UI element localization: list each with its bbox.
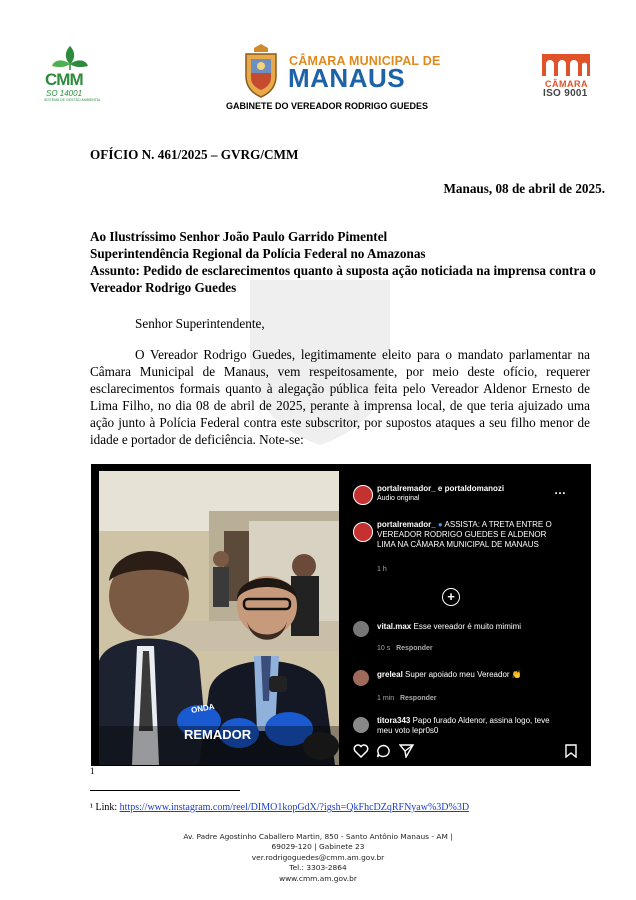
camara-title-line1: CÂMARA MUNICIPAL DE bbox=[289, 54, 441, 68]
body-paragraph: O Vereador Rodrigo Guedes, legitimamente eleito para o mandato parlamentar na Câmara Municipal de Manaus, vem respeitosamente, por meio deste ofício, requerer esclarecimentos formais quanto à alegação pública feita pelo Vereador Aldenor Ernesto de Lima Filho, no dia 08 de abril de 2025, perante à imprensa local, de que teria ajuizado uma ação junto à Polícia Federal contra este subscritor, por supostos ataques a seu filho menor de idade e portador de deficiência. Note-se: bbox=[90, 347, 590, 447]
comment-1: vital.max Esse vereador é muito mimimi bbox=[377, 622, 522, 631]
manaus-crest-logo bbox=[240, 42, 282, 100]
camara-title-line2: MANAUS bbox=[288, 63, 406, 93]
iso-logo-camara: CÂMARA bbox=[545, 79, 588, 89]
comment-1-meta: 10 s Responder bbox=[377, 645, 433, 652]
iso-logo-9001: ISO 9001 bbox=[543, 88, 588, 99]
comment-2: greleal Super apoiado meu Vereador 👏 bbox=[377, 670, 522, 679]
post-avatar[interactable] bbox=[353, 522, 373, 542]
clap-emoji-icon: 👏 bbox=[511, 670, 522, 679]
footnote-link[interactable]: https://www.instagram.com/reel/DIMO1kopGdX/?igsh=QkFhcDZqRFNyaw%3D%3D bbox=[119, 802, 470, 813]
footer-phone: Tel.: 3303-2864 bbox=[289, 863, 347, 873]
document-date: Manaus, 08 de abril de 2025. bbox=[443, 181, 605, 196]
salutation: Senhor Superintendente, bbox=[135, 316, 265, 331]
footnote bbox=[90, 802, 469, 813]
mic-brand-label: REMADOR bbox=[184, 727, 252, 742]
share-icon[interactable] bbox=[399, 744, 414, 758]
cmm-logo-iso: SO 14001 bbox=[46, 89, 83, 98]
footer-email: ver.rodrigoguedes@cmm.am.gov.br bbox=[251, 852, 385, 862]
footnote-label: Link: bbox=[95, 802, 118, 813]
like-icon[interactable] bbox=[353, 744, 369, 758]
cmm-logo-text: CMM bbox=[45, 70, 83, 89]
addressee-block bbox=[90, 228, 610, 296]
comment-avatar bbox=[353, 717, 369, 733]
header-username: portalremador_ e portaldomanozi bbox=[377, 484, 505, 493]
mic-label: ONDA bbox=[190, 702, 216, 715]
comment-2-meta: 1 min Responder bbox=[377, 695, 437, 702]
post-time: 1 h bbox=[377, 566, 387, 573]
page-footer bbox=[100, 832, 536, 884]
footnote-marker: 1 bbox=[90, 766, 95, 776]
footnote-divider bbox=[90, 790, 240, 791]
comment-3: titora343 Papo furado Aldenor, assina logo, teve meu voto lepr0s0 bbox=[377, 716, 550, 735]
cmm-logo-subtitle: SISTEMA DE GESTÃO AMBIENTAL bbox=[44, 98, 101, 102]
post-caption bbox=[377, 520, 562, 550]
audio-label: Áudio original bbox=[377, 495, 420, 502]
reply-button[interactable]: Responder bbox=[396, 645, 433, 652]
addressee-name: Ao Ilustríssimo Senhor João Paulo Garrido Pimentel bbox=[90, 229, 388, 244]
press-interview-photo bbox=[99, 471, 339, 765]
oficio-number: OFÍCIO N. 461/2025 – GVRG/CMM bbox=[90, 147, 299, 162]
footer-website: www.cmm.am.gov.br bbox=[279, 873, 357, 883]
footer-postal: 69029-120 | Gabinete 23 bbox=[271, 842, 365, 852]
comment-avatar bbox=[353, 670, 369, 686]
instagram-panel bbox=[346, 464, 591, 766]
addressee-office: Superintendência Regional da Polícia Federal no Amazonas bbox=[90, 246, 426, 261]
footnote-number: ¹ bbox=[90, 802, 93, 813]
post-username[interactable]: portalremador_ bbox=[377, 520, 436, 529]
verified-icon: ● bbox=[437, 520, 443, 529]
more-options-icon[interactable]: … bbox=[554, 483, 566, 497]
reply-button[interactable]: Responder bbox=[399, 695, 437, 702]
save-icon[interactable] bbox=[565, 744, 577, 758]
footer-address: Av. Padre Agostinho Caballero Martin, 850 - Santo Antônio Manaus - AM | bbox=[183, 832, 453, 841]
header-avatar bbox=[353, 485, 373, 505]
subject-line: Assunto: Pedido de esclarecimentos quanto à suposta ação noticiada na imprensa contra o Vereador Rodrigo Guedes bbox=[90, 263, 596, 295]
comment-icon[interactable] bbox=[376, 744, 391, 758]
post-text: ASSISTA: A TRETA ENTRE O VEREADOR RODRIGO GUEDES E ALDENOR LIMA NA CÂMARA MUNICIPAL DE MANAUS bbox=[377, 520, 552, 549]
gabinete-title: GABINETE DO VEREADOR RODRIGO GUEDES bbox=[226, 101, 429, 111]
comment-avatar bbox=[353, 621, 369, 637]
instagram-screenshot bbox=[91, 464, 591, 766]
add-comment-icon[interactable]: + bbox=[442, 588, 460, 606]
